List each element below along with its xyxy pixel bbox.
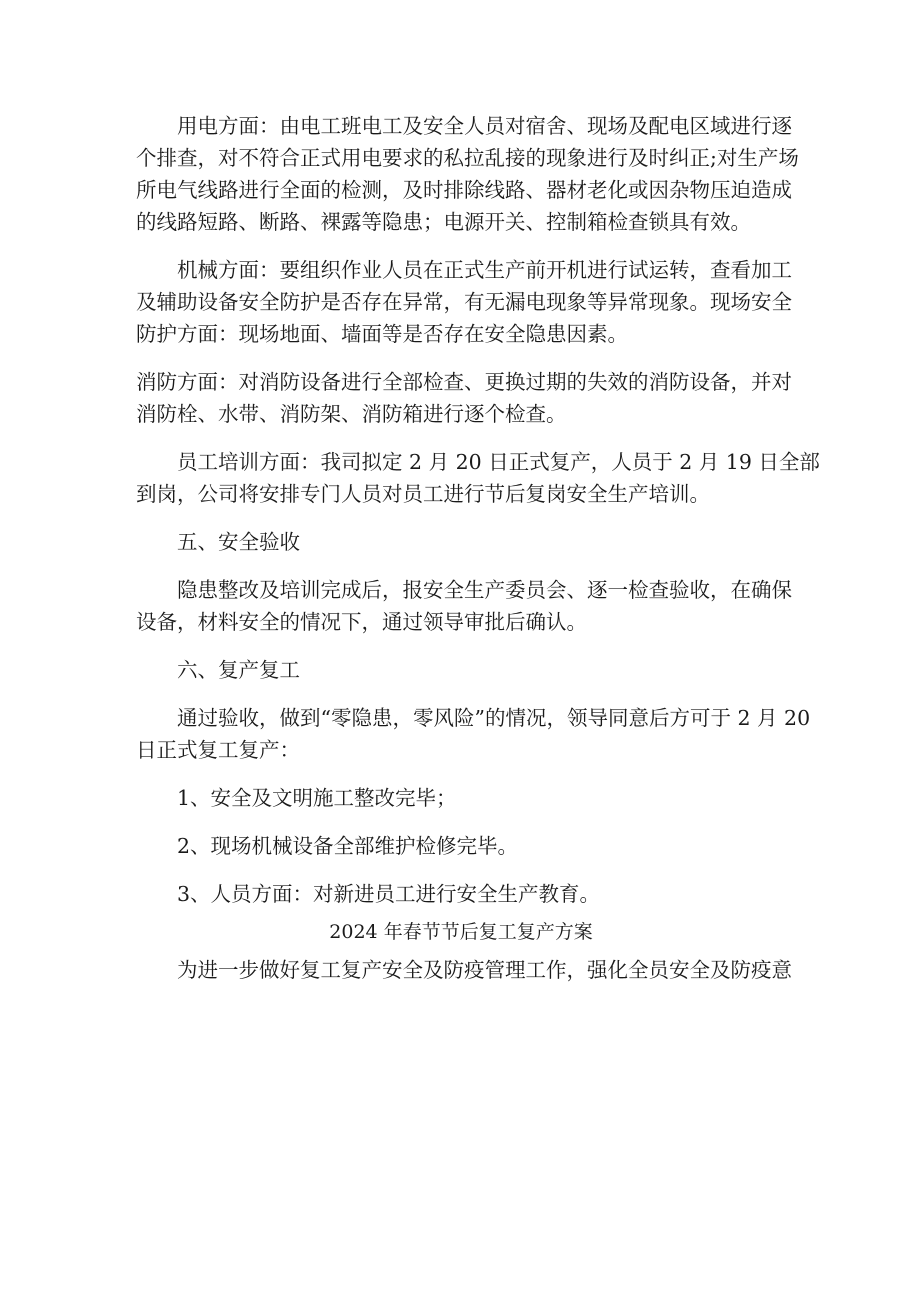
paragraph-acceptance	[136, 574, 792, 638]
text-line: 日正式复工复产：	[136, 738, 300, 762]
paragraph-fire	[136, 366, 792, 430]
text-line: 通过验收，做到“零隐患，零风险”的情况，领导同意后方可于 2 月 20	[177, 706, 811, 730]
text-line: 2、现场机械设备全部维护检修完毕。	[177, 834, 519, 858]
text-line: 所电气线路进行全面的检测，及时排除线路、器材老化或因杂物压迫造成	[136, 178, 792, 202]
text-line: 个排查，对不符合正式用电要求的私拉乱接的现象进行及时纠正;对生产场	[136, 146, 799, 170]
paragraph-training	[136, 446, 820, 510]
text-line: 员工培训方面：我司拟定 2 月 20 日正式复产，人员于 2 月 19 日全部	[177, 450, 820, 474]
text-line: 机械方面：要组织作业人员在正式生产前开机进行试运转，查看加工	[177, 258, 792, 282]
list-item-3	[136, 878, 786, 910]
section-heading-acceptance	[136, 526, 786, 558]
text-line: 3、人员方面：对新进员工进行安全生产教育。	[177, 882, 601, 906]
text-line: 防护方面：现场地面、墙面等是否存在安全隐患因素。	[136, 322, 628, 346]
paragraph-intro	[136, 954, 792, 986]
document-title: 2024 年春节节后复工复产方案	[329, 921, 593, 943]
paragraph-resume	[136, 702, 811, 766]
paragraph-electricity	[136, 110, 799, 238]
text-line: 消防方面：对消防设备进行全部检查、更换过期的失效的消防设备，并对	[136, 370, 792, 394]
heading-text: 六、复产复工	[177, 658, 300, 682]
section-heading-resume	[136, 654, 786, 686]
list-item-1	[136, 782, 786, 814]
text-line: 隐患整改及培训完成后，报安全生产委员会、逐一检查验收，在确保	[177, 578, 792, 602]
text-line: 到岗，公司将安排专门人员对员工进行节后复岗安全生产培训。	[136, 482, 710, 506]
text-line: 的线路短路、断路、裸露等隐患；电源开关、控制箱检查锁具有效。	[136, 210, 751, 234]
text-line: 及辅助设备安全防护是否存在异常，有无漏电现象等异常现象。现场安全	[136, 290, 792, 314]
paragraph-machinery	[136, 254, 792, 350]
text-line: 为进一步做好复工复产安全及防疫管理工作，强化全员安全及防疫意	[177, 958, 792, 982]
document-page	[136, 110, 820, 1002]
text-line: 1、安全及文明施工整改完毕；	[177, 786, 457, 810]
text-line: 用电方面：由电工班电工及安全人员对宿舍、现场及配电区域进行逐	[177, 114, 792, 138]
list-item-2	[136, 830, 786, 862]
text-line: 消防栓、水带、消防架、消防箱进行逐个检查。	[136, 402, 567, 426]
heading-text: 五、安全验收	[177, 530, 300, 554]
text-line: 设备，材料安全的情况下，通过领导审批后确认。	[136, 610, 587, 634]
